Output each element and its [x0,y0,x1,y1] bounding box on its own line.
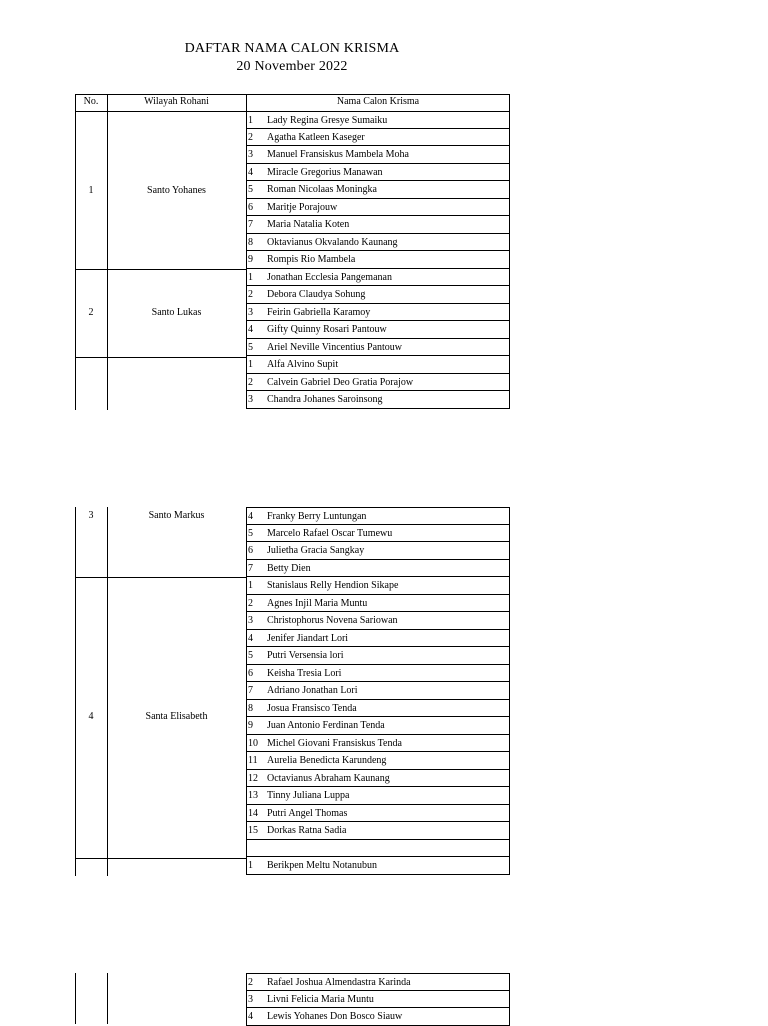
table-row [246,840,510,858]
table-row: 13 Tinny Juliana Luppa [246,787,510,805]
group-no: 4 [88,711,94,722]
table-row: 9 Juan Antonio Ferdinan Tenda [246,717,510,735]
table-row: 3 Chandra Johanes Saroinsong [246,391,510,409]
names-table-page2 [246,507,510,875]
table-row: 2 Agatha Katleen Kaseger [246,129,510,147]
table-row: 7 Maria Natalia Koten [246,216,510,234]
table-row: 4 Miracle Gregorius Manawan [246,164,510,182]
header-nama: Nama Calon Krisma [336,96,420,107]
col-left-rule [75,507,76,876]
header-top-rule [75,94,510,95]
table-row: 2 Calvein Gabriel Deo Gratia Porajow [246,374,510,392]
table-row: 14 Putri Angel Thomas [246,805,510,823]
group-no: 3 [88,510,94,521]
group-no: 2 [88,307,94,318]
table-row: 7 Betty Dien [246,560,510,578]
table-row: 5 Ariel Neville Vincentius Pantouw [246,339,510,357]
table-row: 4 Gifty Quinny Rosari Pantouw [246,321,510,339]
table-row: 4 Franky Berry Luntungan [246,507,510,525]
table-row: 7 Adriano Jonathan Lori [246,682,510,700]
group-wilayah: Santo Markus [148,510,205,521]
table-row: 3 Manuel Fransiskus Mambela Moha [246,146,510,164]
table-row: 10 Michel Giovani Fransiskus Tenda [246,735,510,753]
table-row: 1 Jonathan Ecclesia Pangemanan [246,269,510,287]
table-row: 6 Julietha Gracia Sangkay [246,542,510,560]
table-row: 5 Putri Versensia lori [246,647,510,665]
table-row: 1 Stanislaus Relly Hendion Sikape [246,577,510,595]
names-table-page1 [246,111,510,409]
group-no: 1 [88,185,94,196]
table-row: 3 Feirin Gabriella Karamoy [246,304,510,322]
group-wilayah: Santa Elisabeth [145,711,208,722]
table-row: 4 Jenifer Jiandart Lori [246,630,510,648]
table-row: 5 Marcelo Rafael Oscar Tumewu [246,525,510,543]
table-row: 5 Roman Nicolaas Moningka [246,181,510,199]
group-separator [75,269,247,270]
col-left-rule [75,94,76,410]
document-date: 20 November 2022 [236,59,348,74]
table-row: 8 Josua Fransisco Tenda [246,700,510,718]
table-row: 1 Berikpen Meltu Notanubun [246,857,510,875]
group-separator [75,858,247,859]
col-no-rule [107,973,108,1024]
col-left-rule [75,973,76,1024]
col-no-rule [107,507,108,876]
table-row: 12 Octavianus Abraham Kaunang [246,770,510,788]
table-row: 6 Maritje Porajouw [246,199,510,217]
table-row: 15 Dorkas Ratna Sadia [246,822,510,840]
table-row: 11 Aurelia Benedicta Karundeng [246,752,510,770]
table-row: 8 Oktavianus Okvalando Kaunang [246,234,510,252]
table-row: 9 Rompis Rio Mambela [246,251,510,269]
table-row: 1 Alfa Alvino Supit [246,356,510,374]
table-row: 3 Livni Felicia Maria Muntu [246,991,510,1009]
table-row: 4 Lewis Yohanes Don Bosco Siauw [246,1008,510,1026]
header-no: No. [83,96,99,107]
table-row: 3 Christophorus Novena Sariowan [246,612,510,630]
header-wilayah: Wilayah Rohani [144,96,209,107]
table-row: 2 Debora Claudya Sohung [246,286,510,304]
document-title: DAFTAR NAMA CALON KRISMA [184,41,400,56]
group-separator [75,357,247,358]
table-row: 1 Lady Regina Gresye Sumaiku [246,111,510,129]
table-row: 2 Agnes Injil Maria Muntu [246,595,510,613]
group-separator [75,577,247,578]
group-wilayah: Santo Lukas [151,307,202,318]
group-wilayah: Santo Yohanes [147,185,206,196]
col-no-rule [107,94,108,410]
names-table-page3 [246,973,510,1026]
table-row: 6 Keisha Tresia Lori [246,665,510,683]
table-row: 2 Rafael Joshua Almendastra Karinda [246,973,510,991]
